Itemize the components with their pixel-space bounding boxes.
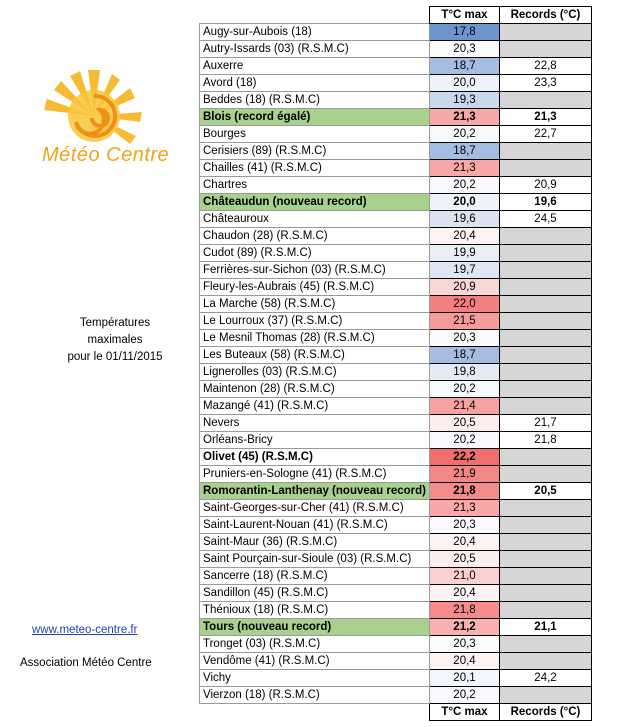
tmax-value: 20,4 xyxy=(430,585,500,602)
tmax-value: 21,3 xyxy=(430,109,500,126)
tmax-value: 20,5 xyxy=(430,415,500,432)
station-name: Augy-sur-Aubois (18) xyxy=(200,24,430,41)
association-name: Association Météo Centre xyxy=(20,657,152,669)
table-row xyxy=(200,483,592,500)
temperature-table xyxy=(199,6,592,721)
tmax-value: 21,0 xyxy=(430,568,500,585)
station-name: Cudot (89) (R.S.M.C) xyxy=(200,245,430,262)
table-row xyxy=(200,262,592,279)
record-value xyxy=(500,24,592,41)
station-name: Chailles (41) (R.S.M.C) xyxy=(200,160,430,177)
table-row xyxy=(200,381,592,398)
station-name: Maintenon (28) (R.S.M.C) xyxy=(200,381,430,398)
record-value: 20,5 xyxy=(500,483,592,500)
table-row xyxy=(200,245,592,262)
table-footer-row xyxy=(200,704,592,721)
record-value: 23,3 xyxy=(500,75,592,92)
table-row xyxy=(200,228,592,245)
record-value xyxy=(500,466,592,483)
table-row xyxy=(200,398,592,415)
table-row xyxy=(200,347,592,364)
station-name: Cerisiers (89) (R.S.M.C) xyxy=(200,143,430,160)
tmax-value: 19,7 xyxy=(430,262,500,279)
station-name: Chartres xyxy=(200,177,430,194)
station-name: Thénioux (18) (R.S.M.C) xyxy=(200,602,430,619)
record-value xyxy=(500,160,592,177)
station-name: Saint-Georges-sur-Cher (41) (R.S.M.C) xyxy=(200,500,430,517)
table-row xyxy=(200,177,592,194)
record-value: 22,8 xyxy=(500,58,592,75)
station-name: Sandillon (45) (R.S.M.C) xyxy=(200,585,430,602)
record-value xyxy=(500,313,592,330)
tmax-value: 20,3 xyxy=(430,330,500,347)
tmax-value: 18,7 xyxy=(430,143,500,160)
table-row xyxy=(200,330,592,347)
tmax-value: 20,5 xyxy=(430,551,500,568)
table-row xyxy=(200,211,592,228)
caption xyxy=(20,315,210,366)
table-row xyxy=(200,160,592,177)
table-row xyxy=(200,687,592,704)
record-value xyxy=(500,568,592,585)
station-name: La Marche (58) (R.S.M.C) xyxy=(200,296,430,313)
record-value: 22,7 xyxy=(500,126,592,143)
record-value xyxy=(500,398,592,415)
station-name: Vichy xyxy=(200,670,430,687)
record-value xyxy=(500,687,592,704)
tmax-value: 18,7 xyxy=(430,347,500,364)
tmax-value: 21,9 xyxy=(430,466,500,483)
record-value xyxy=(500,551,592,568)
table-row xyxy=(200,551,592,568)
tmax-value: 19,6 xyxy=(430,211,500,228)
record-value xyxy=(500,92,592,109)
station-name: Le Mesnil Thomas (28) (R.S.M.C) xyxy=(200,330,430,347)
station-name: Auxerre xyxy=(200,58,430,75)
station-name: Châteaudun (nouveau record) xyxy=(200,194,430,211)
station-name: Vendôme (41) (R.S.M.C) xyxy=(200,653,430,670)
table-row xyxy=(200,653,592,670)
record-value: 19,6 xyxy=(500,194,592,211)
station-name: Lignerolles (03) (R.S.M.C) xyxy=(200,364,430,381)
record-value xyxy=(500,585,592,602)
station-name: Châteauroux xyxy=(200,211,430,228)
tmax-value: 20,4 xyxy=(430,534,500,551)
station-name: Orléans-Bricy xyxy=(200,432,430,449)
table-row xyxy=(200,449,592,466)
tmax-value: 20,4 xyxy=(430,228,500,245)
footer-records: Records (°C) xyxy=(500,704,592,721)
table-row xyxy=(200,534,592,551)
record-value xyxy=(500,653,592,670)
record-value xyxy=(500,500,592,517)
station-name: Les Buteaux (58) (R.S.M.C) xyxy=(200,347,430,364)
tmax-value: 20,3 xyxy=(430,41,500,58)
table-row xyxy=(200,364,592,381)
header-records: Records (°C) xyxy=(500,7,592,24)
tmax-value: 20,3 xyxy=(430,517,500,534)
footer-blank xyxy=(200,704,430,721)
record-value: 21,8 xyxy=(500,432,592,449)
tmax-value: 21,8 xyxy=(430,483,500,500)
station-name: Saint-Laurent-Nouan (41) (R.S.M.C) xyxy=(200,517,430,534)
table-row xyxy=(200,636,592,653)
table-row xyxy=(200,109,592,126)
station-name: Autry-Issards (03) (R.S.M.C) xyxy=(200,41,430,58)
record-value xyxy=(500,449,592,466)
tmax-value: 21,3 xyxy=(430,160,500,177)
station-name: Ferrières-sur-Sichon (03) (R.S.M.C) xyxy=(200,262,430,279)
tmax-value: 19,8 xyxy=(430,364,500,381)
record-value xyxy=(500,279,592,296)
record-value xyxy=(500,245,592,262)
record-value xyxy=(500,636,592,653)
tmax-value: 20,2 xyxy=(430,432,500,449)
website-link[interactable]: www.meteo-centre.fr xyxy=(32,624,138,636)
station-name: Saint-Maur (36) (R.S.M.C) xyxy=(200,534,430,551)
record-value xyxy=(500,602,592,619)
tmax-value: 18,7 xyxy=(430,58,500,75)
record-value xyxy=(500,330,592,347)
tmax-value: 21,2 xyxy=(430,619,500,636)
record-value: 24,5 xyxy=(500,211,592,228)
tmax-value: 20,2 xyxy=(430,177,500,194)
tmax-value: 20,1 xyxy=(430,670,500,687)
footer-tmax: T°C max xyxy=(430,704,500,721)
station-name: Vierzon (18) (R.S.M.C) xyxy=(200,687,430,704)
station-name: Romorantin-Lanthenay (nouveau record) xyxy=(200,483,430,500)
station-name: Tours (nouveau record) xyxy=(200,619,430,636)
record-value xyxy=(500,347,592,364)
record-value: 21,1 xyxy=(500,619,592,636)
table-row xyxy=(200,568,592,585)
tmax-value: 20,9 xyxy=(430,279,500,296)
caption-line-3: pour le 01/11/2015 xyxy=(67,351,163,363)
tmax-value: 19,3 xyxy=(430,92,500,109)
table-row xyxy=(200,415,592,432)
station-name: Bourges xyxy=(200,126,430,143)
tmax-value: 21,5 xyxy=(430,313,500,330)
record-value xyxy=(500,381,592,398)
tmax-value: 20,4 xyxy=(430,653,500,670)
record-value: 21,3 xyxy=(500,109,592,126)
tmax-value: 21,4 xyxy=(430,398,500,415)
table-row xyxy=(200,619,592,636)
table-header-row xyxy=(200,7,592,24)
record-value xyxy=(500,296,592,313)
station-name: Saint Pourçain-sur-Sioule (03) (R.S.M.C) xyxy=(200,551,430,568)
table-row xyxy=(200,466,592,483)
record-value xyxy=(500,517,592,534)
station-name: Fleury-les-Aubrais (45) (R.S.M.C) xyxy=(200,279,430,296)
record-value xyxy=(500,228,592,245)
caption-line-1: Températures xyxy=(79,317,151,329)
record-value: 21,7 xyxy=(500,415,592,432)
table-row xyxy=(200,194,592,211)
tmax-value: 21,3 xyxy=(430,500,500,517)
tmax-value: 21,8 xyxy=(430,602,500,619)
table-row xyxy=(200,126,592,143)
station-name: Chaudon (28) (R.S.M.C) xyxy=(200,228,430,245)
table-row xyxy=(200,41,592,58)
meteo-centre-logo xyxy=(4,52,184,182)
record-value xyxy=(500,262,592,279)
tmax-value: 20,0 xyxy=(430,75,500,92)
station-name: Le Lourroux (37) (R.S.M.C) xyxy=(200,313,430,330)
tmax-value: 22,2 xyxy=(430,449,500,466)
table-row xyxy=(200,602,592,619)
table-row xyxy=(200,585,592,602)
station-name: Pruniers-en-Sologne (41) (R.S.M.C) xyxy=(200,466,430,483)
tmax-value: 20,2 xyxy=(430,126,500,143)
tmax-value: 20,3 xyxy=(430,636,500,653)
station-name: Olivet (45) (R.S.M.C) xyxy=(200,449,430,466)
tmax-value: 20,2 xyxy=(430,687,500,704)
table-row xyxy=(200,432,592,449)
table-row xyxy=(200,92,592,109)
tmax-value: 20,2 xyxy=(430,381,500,398)
station-name: Blois (record égalé) xyxy=(200,109,430,126)
station-name: Beddes (18) (R.S.M.C) xyxy=(200,92,430,109)
table-row xyxy=(200,670,592,687)
table-row xyxy=(200,279,592,296)
station-name: Nevers xyxy=(200,415,430,432)
tmax-value: 22,0 xyxy=(430,296,500,313)
station-name: Avord (18) xyxy=(200,75,430,92)
record-value xyxy=(500,534,592,551)
table-row xyxy=(200,517,592,534)
station-name: Tronget (03) (R.S.M.C) xyxy=(200,636,430,653)
header-blank xyxy=(200,7,430,24)
table-row xyxy=(200,75,592,92)
record-value: 20,9 xyxy=(500,177,592,194)
header-tmax: T°C max xyxy=(430,7,500,24)
tmax-value: 20,0 xyxy=(430,194,500,211)
record-value: 24,2 xyxy=(500,670,592,687)
table-row xyxy=(200,500,592,517)
table-body xyxy=(200,24,592,704)
tmax-value: 17,8 xyxy=(430,24,500,41)
station-name: Mazangé (41) (R.S.M.C) xyxy=(200,398,430,415)
table-row xyxy=(200,296,592,313)
table-row xyxy=(200,58,592,75)
table-row xyxy=(200,143,592,160)
table-row xyxy=(200,313,592,330)
table-row xyxy=(200,24,592,41)
record-value xyxy=(500,41,592,58)
caption-line-2: maximales xyxy=(87,334,143,346)
record-value xyxy=(500,364,592,381)
tmax-value: 19,9 xyxy=(430,245,500,262)
station-name: Sancerre (18) (R.S.M.C) xyxy=(200,568,430,585)
logo-text: Météo Centre xyxy=(42,144,170,166)
record-value xyxy=(500,143,592,160)
